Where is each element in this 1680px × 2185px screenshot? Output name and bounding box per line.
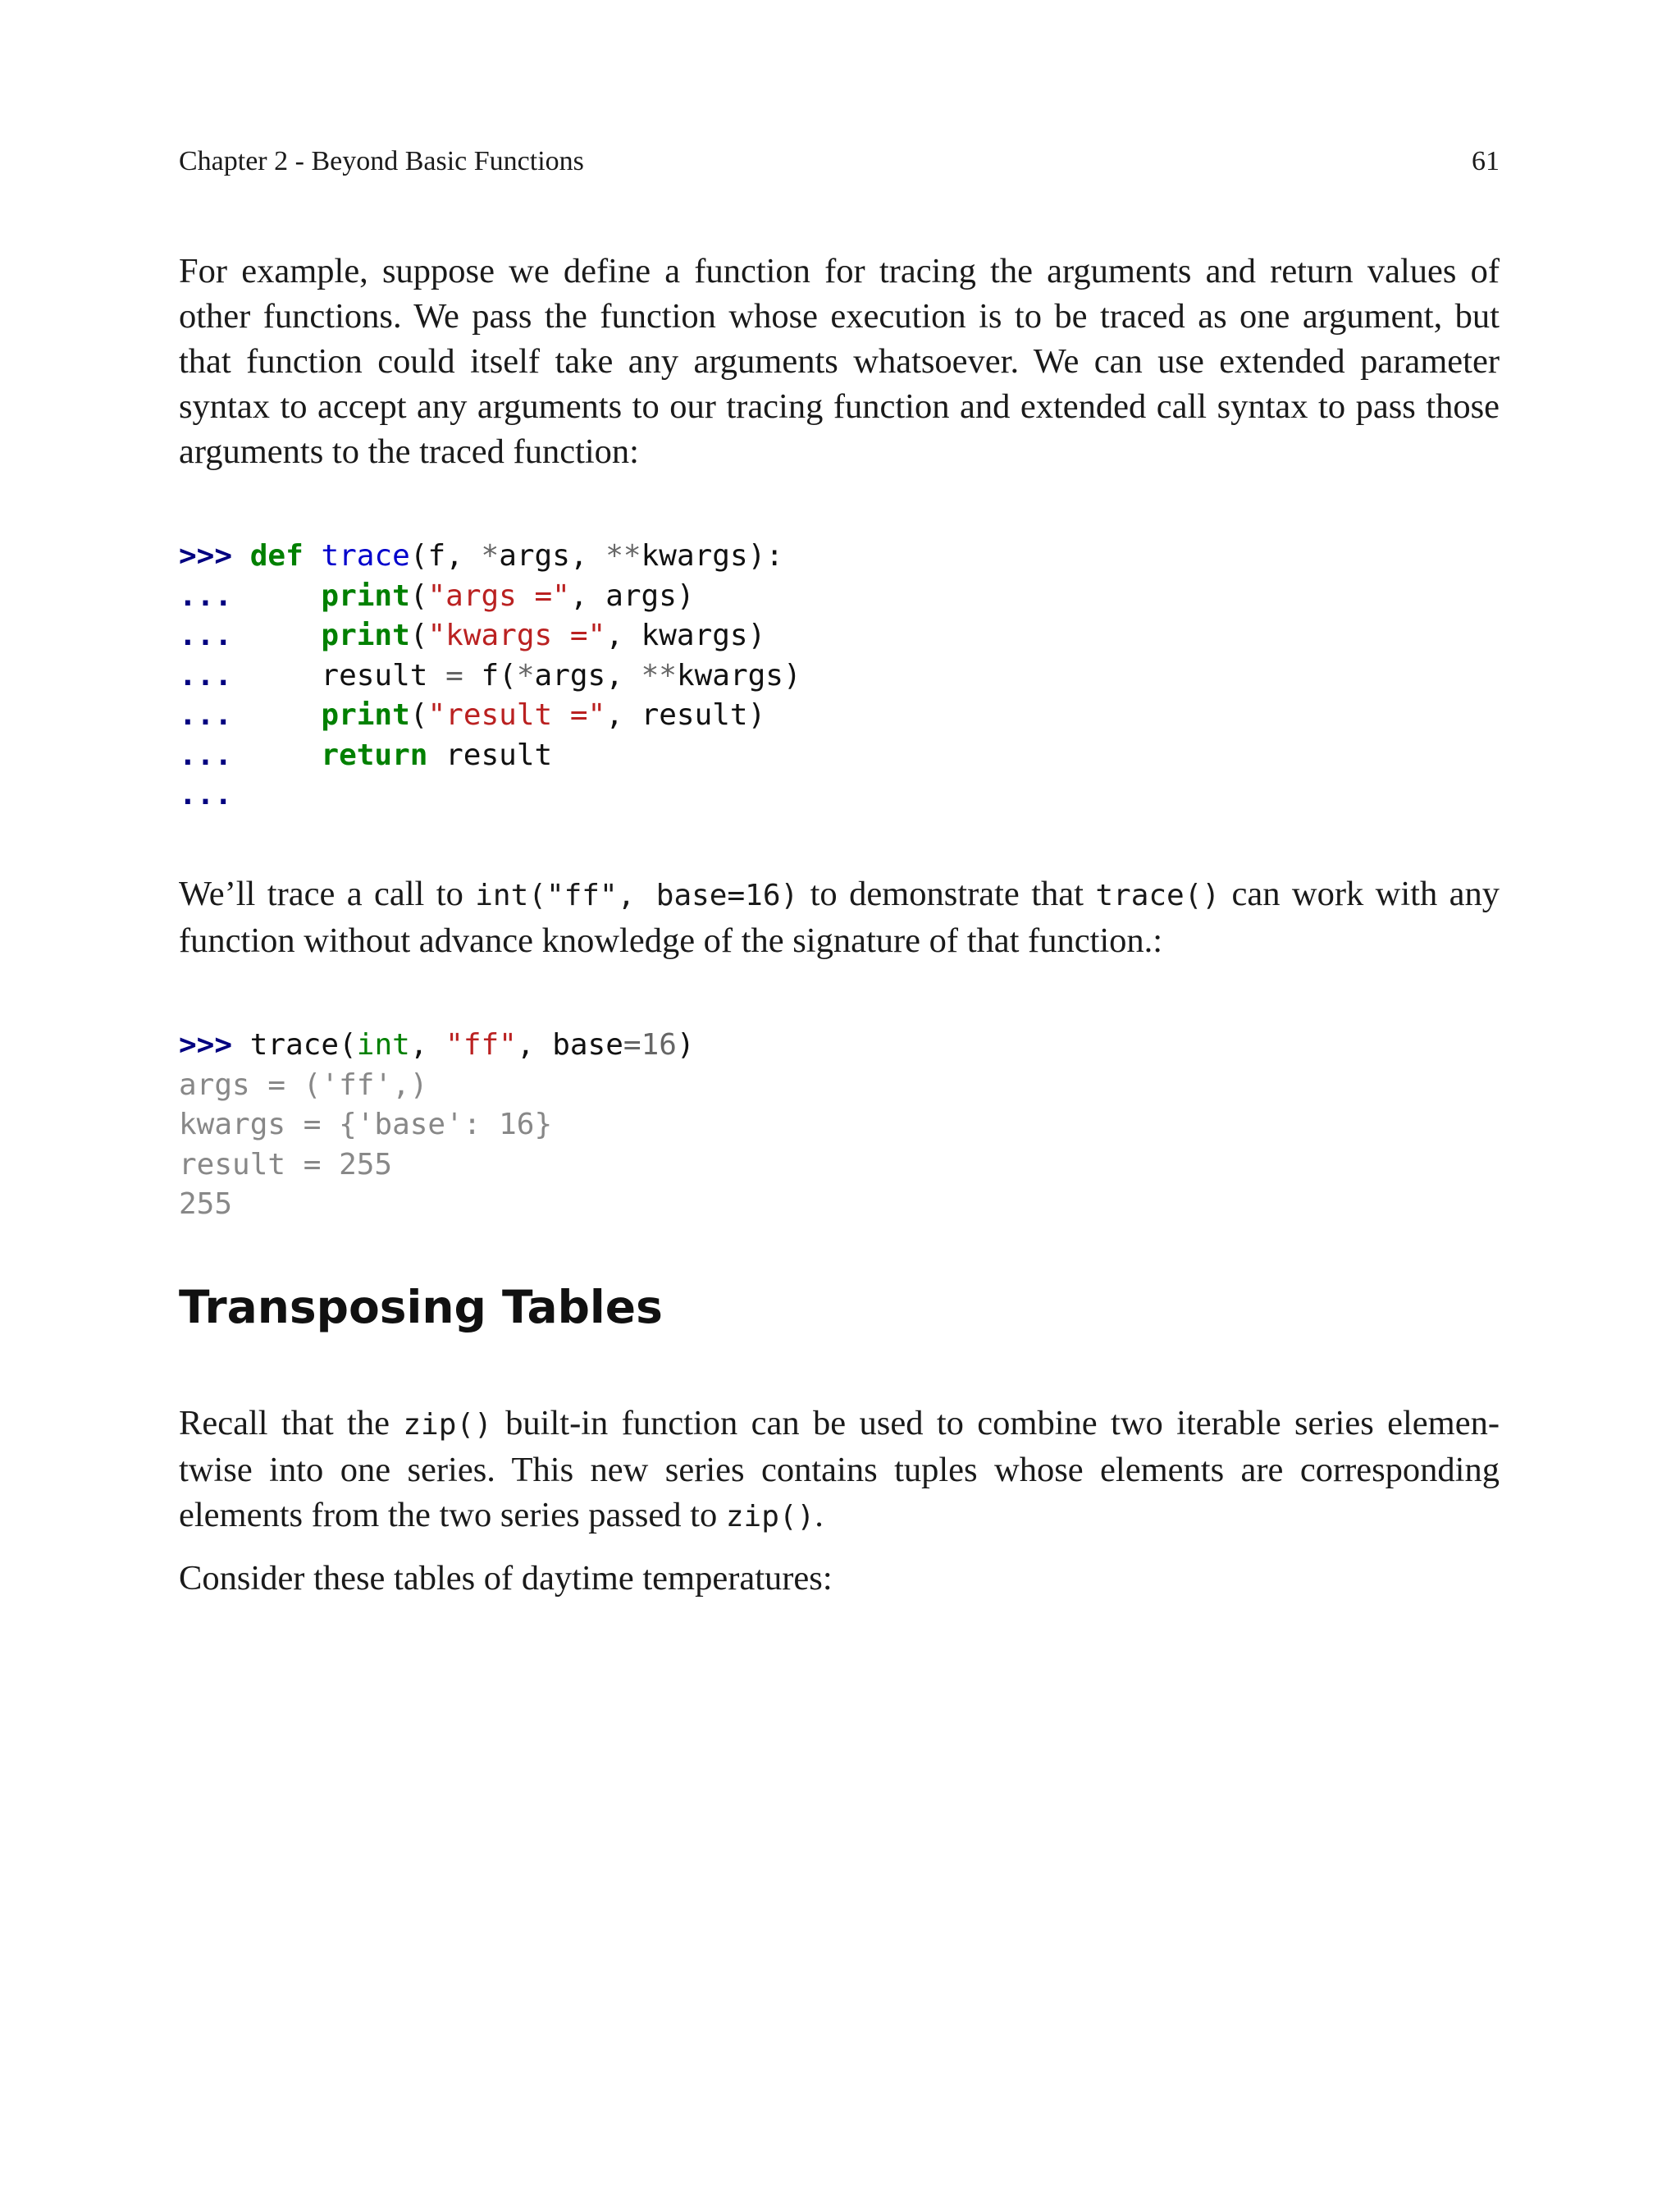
code-line: ... xyxy=(179,778,233,811)
section-heading: Transposing Tables xyxy=(179,1281,663,1333)
paragraph-trace-intro: For example, suppose we define a function for tracing the arguments and return values of other functions. We pass the function whose execution is to be traced as one argument, but that function could itself take any arguments whatsoever. We can use extended parameter syntax to accept any arguments to our tracing function and extended call syntax to pass those arguments to the traced function: xyxy=(179,252,1500,471)
inline-code: trace() xyxy=(1095,879,1221,912)
chapter-title: Chapter 2 - Beyond Basic Functions xyxy=(179,146,584,176)
code-line: ... print("result =", result) xyxy=(179,698,766,732)
running-header xyxy=(179,146,1500,187)
paragraph-trace-call: We’ll trace a call to int("ff", base=16) to demonstrate that trace() can work with any function without advance knowledge of the signature of that function.: xyxy=(179,875,1500,960)
code-line: ... print("kwargs =", kwargs) xyxy=(179,619,766,652)
inline-code: zip() xyxy=(403,1408,492,1442)
code-line: >>> def trace(f, *args, **kwargs): xyxy=(179,539,783,573)
paragraph-zip-recall: Recall that the zip() built-in function can be used to combine two iterable series elemen- twise into one series. This new series contains tuples whose elements are corresponding elements from the two series passed to zip(). xyxy=(179,1404,1500,1534)
code-line: ... return result xyxy=(179,738,553,772)
code-output-line: args = ('ff',) xyxy=(179,1067,428,1102)
page-number: 61 xyxy=(1472,146,1500,176)
code-output-line: kwargs = {'base': 16} xyxy=(179,1108,553,1141)
code-line: ... result = f(*args, **kwargs) xyxy=(179,658,801,693)
code-block-trace-definition xyxy=(179,537,801,816)
code-line: ... print("args =", args) xyxy=(179,578,695,613)
code-block-trace-call xyxy=(179,1026,695,1225)
code-output-line: 255 xyxy=(179,1187,233,1221)
inline-code: int("ff", base=16) xyxy=(475,879,799,912)
inline-code: zip() xyxy=(725,1500,815,1534)
paragraph-temperature-tables: Consider these tables of daytime temperatures: xyxy=(179,1559,833,1598)
code-line: >>> trace(int, "ff", base=16) xyxy=(179,1028,695,1062)
code-output-line: result = 255 xyxy=(179,1147,393,1182)
